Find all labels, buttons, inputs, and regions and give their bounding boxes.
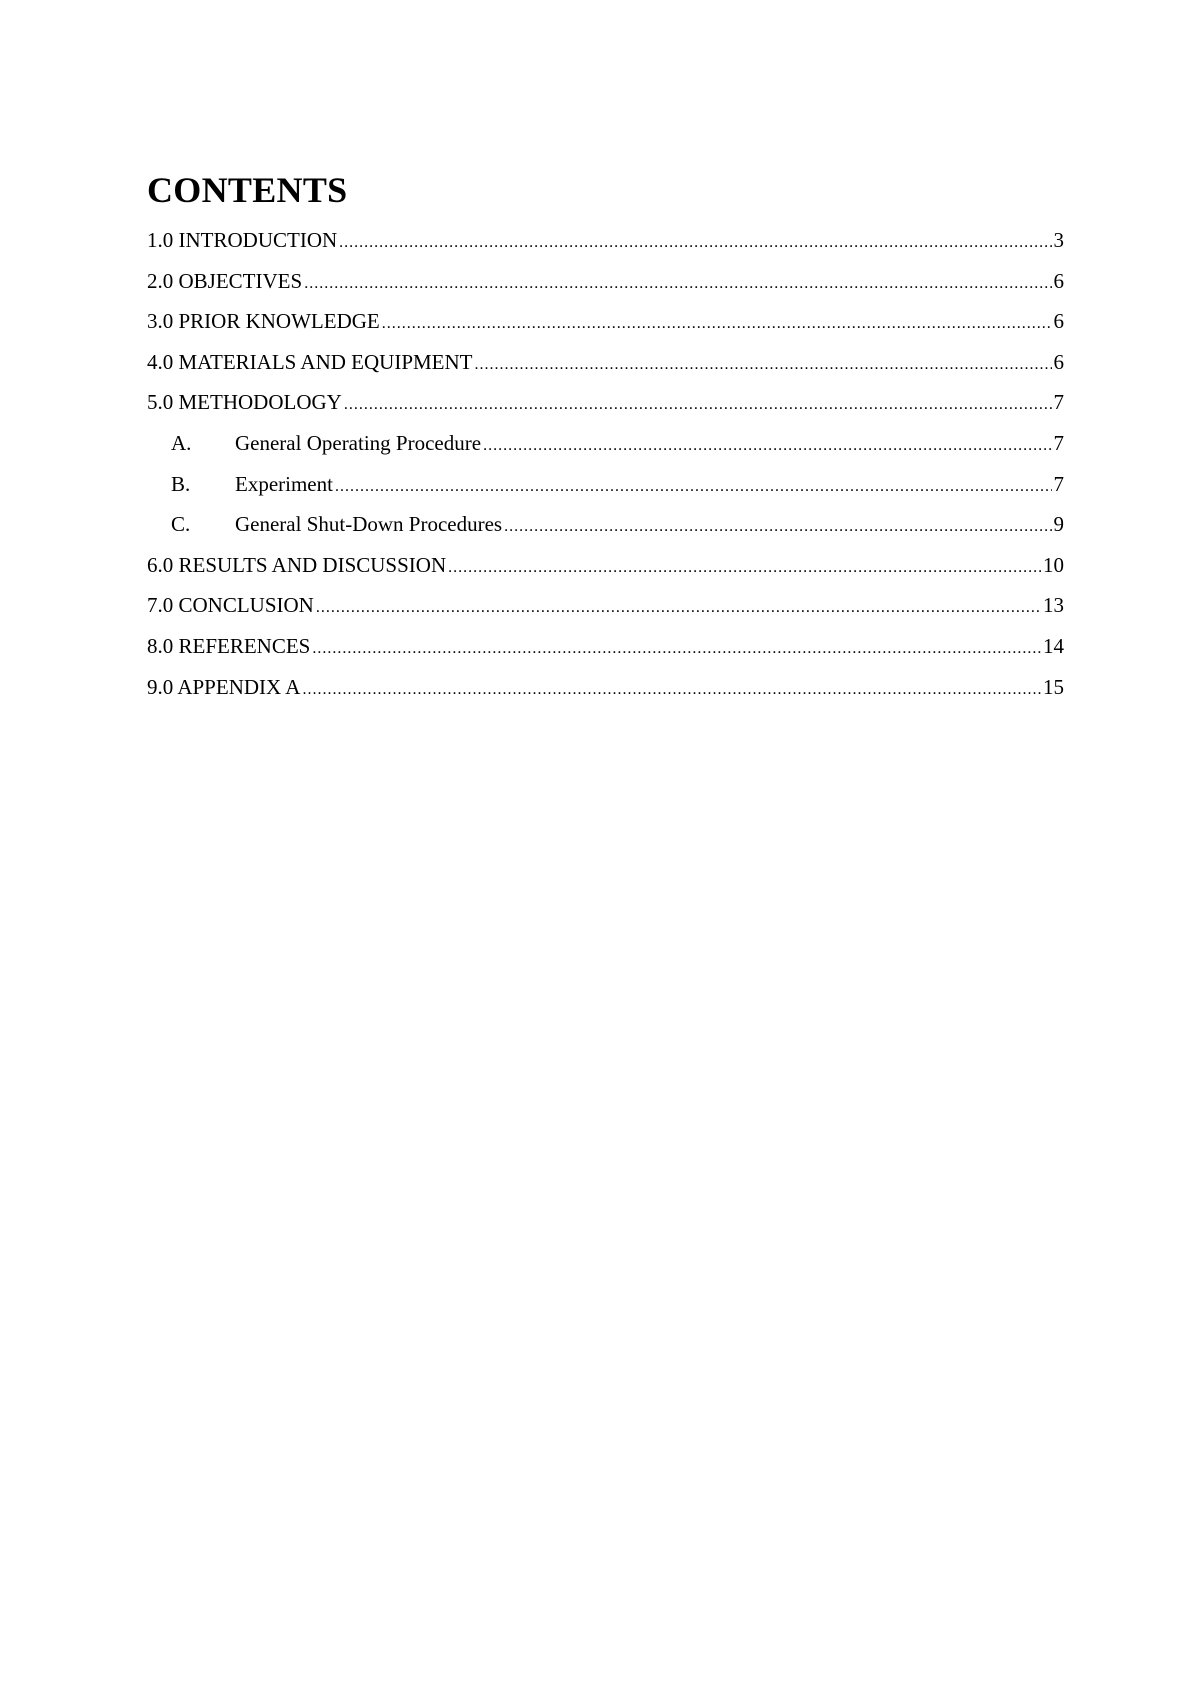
toc-entry-prior-knowledge[interactable] [147, 307, 1064, 348]
toc-entry-label: 2.0 OBJECTIVES [147, 268, 303, 293]
dot-leader [504, 513, 1051, 541]
toc-title: CONTENTS [147, 170, 348, 210]
toc-page-number: 7 [1053, 390, 1064, 415]
dot-leader [475, 351, 1052, 379]
toc-entry-label: General Operating Procedure [235, 430, 482, 455]
toc-entry-introduction[interactable] [147, 226, 1064, 267]
toc-entry-marker: B. [171, 471, 191, 496]
toc-entry-methodology[interactable] [147, 388, 1064, 429]
toc-page-number: 6 [1053, 268, 1064, 293]
toc-list [147, 226, 1064, 713]
toc-page-number: 3 [1053, 228, 1064, 252]
toc-entry-marker: C. [171, 512, 191, 537]
table-of-contents [147, 170, 1064, 713]
toc-entry-label: 5.0 METHODOLOGY [147, 390, 342, 415]
toc-entry-references[interactable] [147, 632, 1064, 673]
dot-leader [339, 229, 1051, 257]
toc-page-number: 6 [1053, 349, 1064, 374]
dot-leader [483, 432, 1051, 460]
toc-entry-label: 9.0 APPENDIX A [147, 674, 301, 699]
toc-page-number: 9 [1053, 512, 1064, 537]
toc-entry-label: 6.0 RESULTS AND DISCUSSION [147, 552, 447, 577]
dot-leader [316, 594, 1041, 622]
dot-leader [344, 391, 1052, 419]
dot-leader [335, 473, 1052, 501]
toc-entry-label: 3.0 PRIOR KNOWLEDGE [147, 309, 380, 334]
toc-entry-conclusion[interactable] [147, 591, 1064, 632]
toc-page-number: 14 [1043, 633, 1064, 658]
toc-entry-materials-and-equipment[interactable] [147, 348, 1064, 389]
toc-entry-objectives[interactable] [147, 267, 1064, 308]
toc-entry-label: 7.0 CONCLUSION [147, 593, 314, 618]
toc-page-number: 6 [1053, 309, 1064, 334]
dot-leader [302, 676, 1041, 704]
toc-entry-general-shut-down-procedures[interactable] [147, 510, 1064, 551]
dot-leader [312, 635, 1041, 663]
toc-entry-appendix-a[interactable] [147, 673, 1064, 714]
toc-page-number: 7 [1053, 430, 1064, 455]
toc-entry-results-and-discussion[interactable] [147, 551, 1064, 592]
toc-entry-label: Experiment [235, 471, 333, 496]
toc-entry-label: General Shut-Down Procedures [235, 512, 503, 537]
toc-entry-label: 1.0 INTRODUCTION [147, 228, 338, 252]
toc-page-number: 13 [1043, 593, 1064, 618]
toc-entry-experiment[interactable] [147, 470, 1064, 511]
dot-leader [382, 310, 1052, 338]
toc-entry-general-operating-procedure[interactable] [147, 429, 1064, 470]
dot-leader [304, 270, 1051, 298]
toc-entry-label: 4.0 MATERIALS AND EQUIPMENT [147, 349, 473, 374]
toc-page-number: 7 [1053, 471, 1064, 496]
toc-entry-marker: A. [171, 430, 192, 455]
toc-page-number: 15 [1043, 674, 1064, 699]
dot-leader [448, 554, 1041, 582]
toc-entry-label: 8.0 REFERENCES [147, 633, 311, 658]
toc-page-number: 10 [1043, 552, 1064, 577]
